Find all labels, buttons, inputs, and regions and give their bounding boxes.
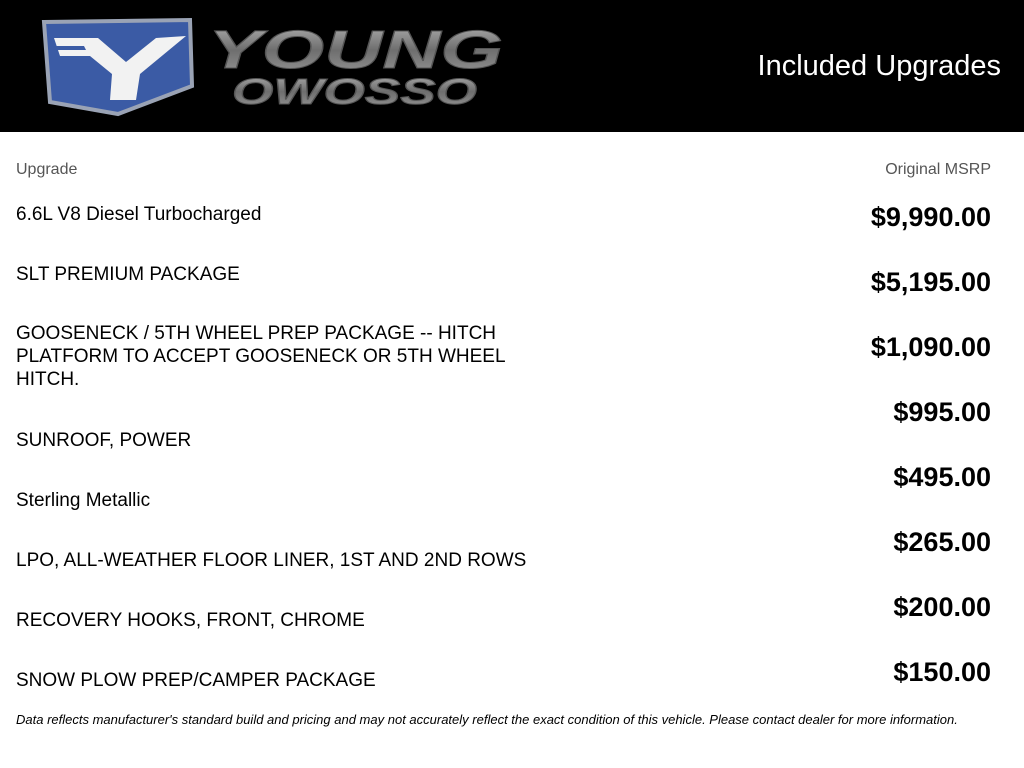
upgrade-price: $495.00 <box>893 462 991 492</box>
logo-text-owosso: OWOSSO <box>232 71 477 112</box>
upgrade-name: Sterling Metallic <box>16 490 151 511</box>
page-title: Included Upgrades <box>757 50 1001 82</box>
dealer-logo <box>40 16 510 118</box>
upgrade-name: GOOSENECK / 5TH WHEEL PREP PACKAGE -- HITCH PLATFORM TO ACCEPT GOOSENECK OR 5TH WHEEL HITCH. <box>16 323 505 390</box>
upgrade-price: $9,990.00 <box>870 202 991 232</box>
upgrade-name: 6.6L V8 Diesel Turbocharged <box>16 204 262 225</box>
upgrade-price: $5,195.00 <box>870 267 991 297</box>
upgrade-name: SLT PREMIUM PACKAGE <box>16 264 240 285</box>
upgrade-name: SUNROOF, POWER <box>16 430 192 451</box>
upgrade-name: LPO, ALL-WEATHER FLOOR LINER, 1ST AND 2ND ROWS <box>16 550 527 571</box>
header-bar <box>0 0 1024 132</box>
upgrade-name: RECOVERY HOOKS, FRONT, CHROME <box>16 610 365 631</box>
logo-text-young: YOUNG <box>208 20 503 80</box>
column-header-upgrade: Upgrade <box>16 161 78 178</box>
upgrade-price: $265.00 <box>893 527 991 557</box>
upgrade-price: $1,090.00 <box>870 332 991 362</box>
disclaimer-text: Data reflects manufacturer's standard build and pricing and may not accurately reflect the exact condition of this vehicle. Please contact dealer for more information. <box>16 712 958 727</box>
upgrade-price: $150.00 <box>893 657 991 687</box>
column-header-msrp: Original MSRP <box>885 161 991 178</box>
upgrade-price: $995.00 <box>893 397 991 427</box>
upgrade-price: $200.00 <box>893 592 991 622</box>
upgrade-name: SNOW PLOW PREP/CAMPER PACKAGE <box>16 670 376 691</box>
